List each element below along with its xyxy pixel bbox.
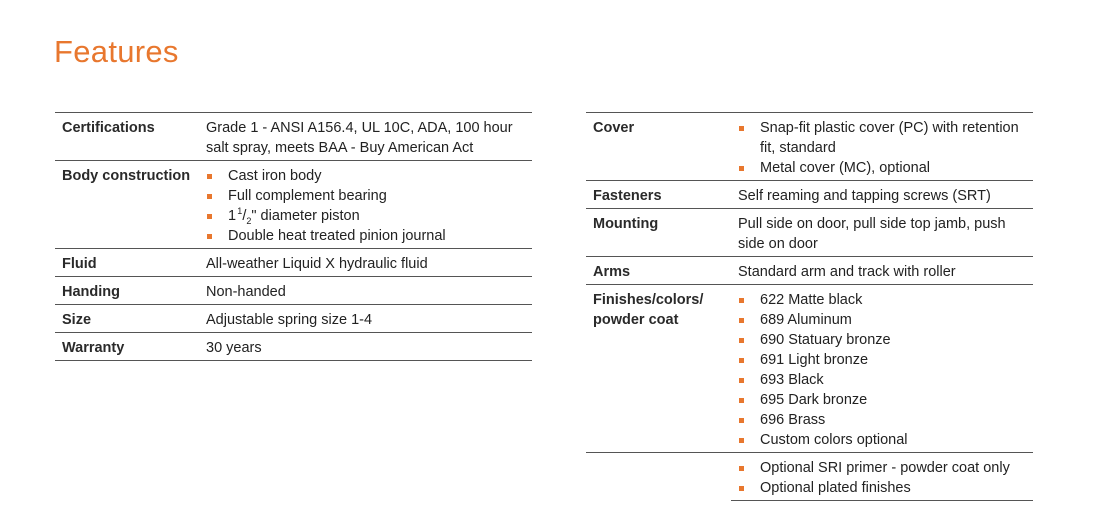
row-label	[586, 453, 731, 501]
row-value: 30 years	[199, 333, 532, 361]
row-label: Finishes/colors/ powder coat	[586, 285, 731, 453]
row-value: Adjustable spring size 1-4	[199, 305, 532, 333]
bullet-list	[738, 458, 1033, 498]
row-label: Warranty	[55, 333, 199, 361]
list-item: 689 Aluminum	[738, 310, 1033, 330]
page-title: Features	[54, 34, 179, 69]
fraction-whole: 1	[228, 208, 237, 224]
table-row	[55, 161, 532, 249]
list-item: 1 $^1/_2$" diameter piston	[206, 206, 532, 226]
row-label: Arms	[586, 257, 731, 285]
row-label: Mounting	[586, 209, 731, 257]
features-table-right	[586, 112, 1033, 501]
list-item: 693 Black	[738, 370, 1033, 390]
list-item-text: diameter piston	[260, 208, 360, 224]
row-label: Fluid	[55, 249, 199, 277]
row-label: Fasteners	[586, 181, 731, 209]
row-value	[731, 285, 1033, 453]
table-row	[586, 113, 1033, 181]
list-item: Cast iron body	[206, 166, 532, 186]
fraction-denominator: 2	[246, 215, 252, 226]
bullet-list	[738, 118, 1033, 178]
list-item: 696 Brass	[738, 410, 1033, 430]
table-row	[55, 277, 532, 305]
row-label: Certifications	[55, 113, 199, 161]
row-label: Size	[55, 305, 199, 333]
bullet-list	[206, 166, 532, 246]
features-table-left	[55, 112, 532, 361]
row-label: Body construction	[55, 161, 199, 249]
fraction-numerator: 1	[237, 206, 243, 217]
row-value: Self reaming and tapping screws (SRT)	[731, 181, 1033, 209]
table-row	[586, 181, 1033, 209]
table-row	[55, 249, 532, 277]
list-item: Double heat treated pinion journal	[206, 226, 532, 246]
list-item: Metal cover (MC), optional	[738, 158, 1033, 178]
row-value: Pull side on door, pull side top jamb, push side on door	[731, 209, 1033, 257]
table-row	[55, 113, 532, 161]
table-row	[55, 333, 532, 361]
row-value: All-weather Liquid X hydraulic fluid	[199, 249, 532, 277]
list-item: Custom colors optional	[738, 430, 1033, 450]
list-item: Optional SRI primer - powder coat only	[738, 458, 1033, 478]
list-item: 690 Statuary bronze	[738, 330, 1033, 350]
row-label: Handing	[55, 277, 199, 305]
row-value: Standard arm and track with roller	[731, 257, 1033, 285]
table-row	[586, 257, 1033, 285]
list-item: Snap-fit plastic cover (PC) with retention fit, standard	[738, 118, 1033, 158]
bullet-list	[738, 290, 1033, 450]
list-item: Optional plated finishes	[738, 478, 1033, 498]
table-row	[55, 305, 532, 333]
table-row	[586, 209, 1033, 257]
list-item: Full complement bearing	[206, 186, 532, 206]
row-value	[731, 113, 1033, 181]
row-value: Non-handed	[199, 277, 532, 305]
row-label: Cover	[586, 113, 731, 181]
table-row	[586, 453, 1033, 501]
row-value	[731, 453, 1033, 501]
row-value: Grade 1 - ANSI A156.4, UL 10C, ADA, 100 hour salt spray, meets BAA - Buy American Act	[199, 113, 532, 161]
row-value	[199, 161, 532, 249]
list-item: 695 Dark bronze	[738, 390, 1033, 410]
table-row	[586, 285, 1033, 453]
list-item: 622 Matte black	[738, 290, 1033, 310]
list-item: 691 Light bronze	[738, 350, 1033, 370]
